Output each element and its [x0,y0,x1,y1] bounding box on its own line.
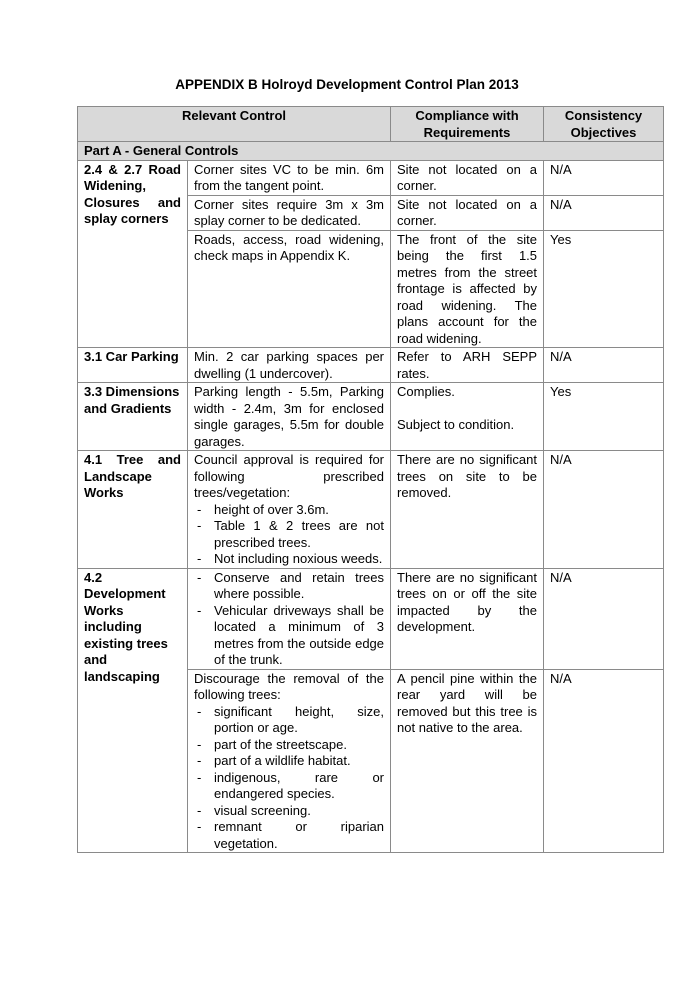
control-cell [188,568,391,669]
consistency-cell: N/A [544,451,664,569]
header-compliance: Compliance with Requirements [391,107,544,142]
consistency-cell: N/A [544,160,664,195]
control-cell: Corner sites require 3m x 3m splay corner to be dedicated. [188,195,391,230]
compliance-cell: Refer to ARH SEPP rates. [391,348,544,383]
compliance-cell: A pencil pine within the rear yard will be removed but this tree is not native to the area. [391,669,544,853]
table-row [78,568,664,669]
compliance-cell: There are no significant trees on site to be removed. [391,451,544,569]
compliance-cell: The front of the site being the first 1.5 metres from the street frontage is affected by road widening. The plans account for the road widening. [391,230,544,348]
row-section-label: 3.1 Car Parking [78,348,188,383]
table-header-row [78,107,664,142]
document-title: APPENDIX B Holroyd Development Control Plan 2013 [175,77,519,92]
table-row [78,451,664,569]
section-row [78,142,664,161]
consistency-cell: N/A [544,348,664,383]
row-section-label: 4.2 Development Works including existing trees and landscaping [78,568,188,853]
control-bullet-list [194,704,384,853]
list-item: - Not including noxious weeds. [194,551,384,568]
consistency-cell: N/A [544,195,664,230]
list-item: - remnant or riparian vegetation. [194,819,384,852]
list-item: - part of the streetscape. [194,737,384,754]
table-row [78,383,664,451]
list-item: - Conserve and retain trees where possible. [194,570,384,603]
row-section-label: 4.1 Tree and Landscape Works [78,451,188,569]
consistency-cell: N/A [544,568,664,669]
spacer [397,401,537,417]
list-item: - part of a wildlife habitat. [194,753,384,770]
list-item: - height of over 3.6m. [194,502,384,519]
control-cell: Parking length - 5.5m, Parking width - 2.4m, 3m for enclosed single garages, 5.5m for double garages. [188,383,391,451]
list-item: - visual screening. [194,803,384,820]
control-cell: Roads, access, road widening, check maps in Appendix K. [188,230,391,348]
compliance-cell: Site not located on a corner. [391,195,544,230]
compliance-line: Subject to condition. [397,416,515,432]
consistency-cell: Yes [544,230,664,348]
list-item: - significant height, size, portion or age. [194,704,384,737]
control-bullet-list [194,570,384,669]
header-consistency: Consistency Objectives [544,107,664,142]
control-intro: Council approval is required for following prescribed trees/vegetation: [194,452,385,500]
list-item: - Vehicular driveways shall be located a minimum of 3 metres from the outside edge of the trunk. [194,603,384,669]
control-intro: Discourage the removal of the following trees: [194,670,385,702]
row-section-label: 3.3 Dimensions and Gradients [78,383,188,451]
table-row [78,160,664,195]
development-control-table [77,106,664,853]
compliance-cell [391,383,544,451]
control-bullet-list [194,502,384,568]
list-item: - Table 1 & 2 trees are not prescribed trees. [194,518,384,551]
control-cell: Min. 2 car parking spaces per dwelling (1 undercover). [188,348,391,383]
row-section-label: 2.4 & 2.7 Road Widening, Closures and splay corners [78,160,188,348]
compliance-cell: Site not located on a corner. [391,160,544,195]
consistency-cell: N/A [544,669,664,853]
header-relevant-control: Relevant Control [78,107,391,142]
control-cell: Corner sites VC to be min. 6m from the tangent point. [188,160,391,195]
consistency-cell: Yes [544,383,664,451]
compliance-cell: There are no significant trees on or off the site impacted by the development. [391,568,544,669]
compliance-line: Complies. [397,384,455,399]
control-cell [188,451,391,569]
list-item: - indigenous, rare or endangered species. [194,770,384,803]
section-title: Part A - General Controls [78,142,664,161]
table-row [78,348,664,383]
control-cell [188,669,391,853]
